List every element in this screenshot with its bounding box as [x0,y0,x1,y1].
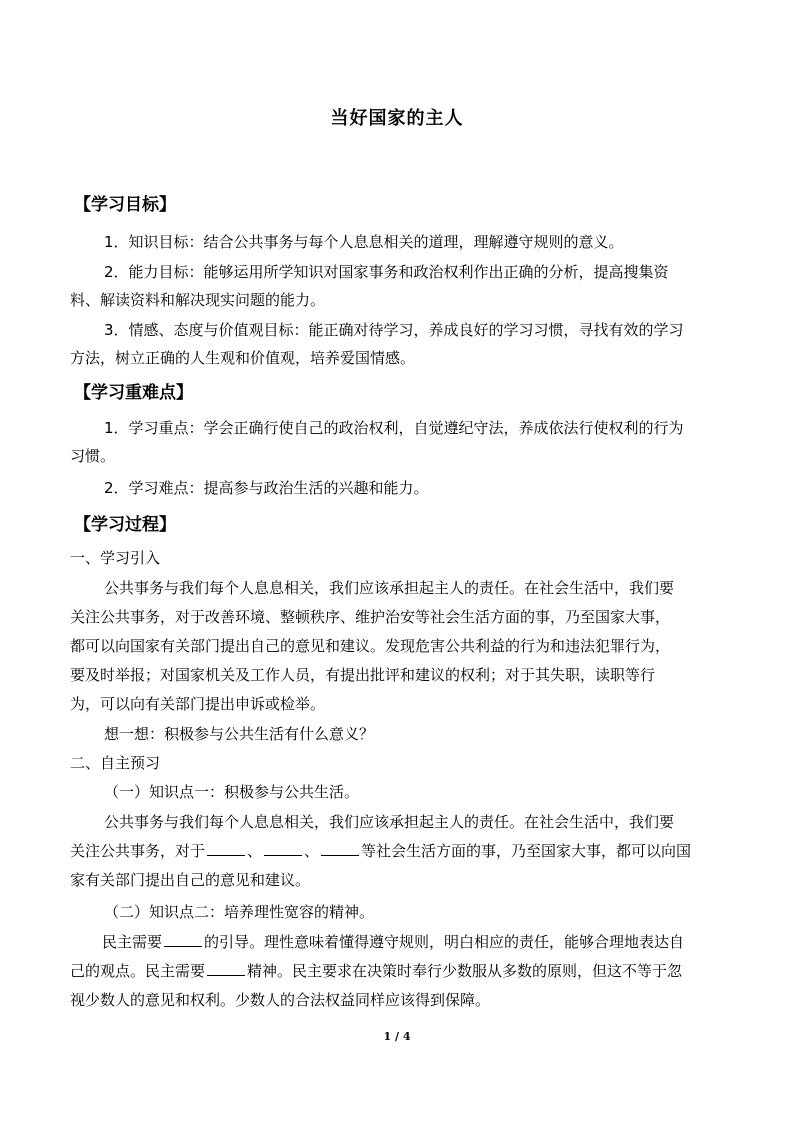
text-segment: 精神。民主要求在决策时奉行少数服从多数的原则，但这不等于忽 [247,962,683,980]
text-segment: 关注公共事务，对于 [70,842,206,860]
paragraph-line: 2．能力目标：能够运用所学知识对国家事务和政治权利作出正确的分析，提高搜集资 [104,263,669,281]
paragraph-line: 家有关部门提出自己的意见和建议。 [70,871,311,889]
subsection-title: 一、学习引入 [70,549,161,567]
paragraph-line: 都可以向国家有关部门提出自己的意见和建议。发现危害公共利益的行为和违法犯罪行为， [70,637,671,655]
paragraph-line: 公共事务与我们每个人息息相关，我们应该承担起主人的责任。在社会生活中，我们要 [104,579,675,597]
text-segment: 、 [247,842,263,860]
section-heading-process: 【学习过程】 [74,515,176,535]
fill-in-line [70,841,691,861]
text-segment: 民主需要 [102,933,163,951]
paragraph-line: 1．学习重点：学会正确行使自己的政治权利，自觉遵纪守法，养成依法行使权利的行为 [104,419,684,437]
fill-in-line [70,961,682,981]
text-segment: 的引导。理性意味着懂得遵守规则，明白相应的责任，能够合理地表达自 [204,933,685,951]
think-prompt: 想一想：积极参与公共生活有什么意义？ [104,725,375,743]
fill-in-line [102,932,684,952]
paragraph-line: 1．知识目标：结合公共事务与每个人息息相关的道理，理解遵守规则的意义。 [104,233,624,251]
page-number: 1 / 4 [383,1030,411,1043]
text-segment: 己的观点。民主需要 [70,962,206,980]
paragraph-line: 要及时举报；对国家机关及工作人员，有提出批评和建议的权利；对于其失职，读职等行 [70,666,656,684]
paragraph-line: 2．学习难点：提高参与政治生活的兴趣和能力。 [104,479,429,497]
knowledge-point-title: （一）知识点一：积极参与公共生活。 [104,783,360,801]
text-segment: 等社会生活方面的事，乃至国家大事，都可以向国 [361,842,692,860]
paragraph-line: 3．情感、态度与价值观目标：能正确对待学习，养成良好的学习习惯，寻找有效的学习 [104,321,684,339]
paragraph-line: 料、解读资料和解决现实问题的能力。 [70,291,326,309]
fill-blank[interactable] [207,961,245,976]
paragraph-line: 公共事务与我们每个人息息相关，我们应该承担起主人的责任。在社会生活中，我们要 [104,813,675,831]
section-heading-key-points: 【学习重难点】 [74,383,193,403]
paragraph-line: 习惯。 [70,447,116,465]
paragraph-line: 方法，树立正确的人生观和价值观，培养爱国情感。 [70,349,416,367]
fill-blank[interactable] [264,841,302,856]
fill-blank[interactable] [321,841,359,856]
paragraph-line: 关注公共事务，对于改善环境、整顿秩序、维护治安等社会生活方面的事，乃至国家大事， [70,608,671,626]
fill-blank[interactable] [207,841,245,856]
fill-blank[interactable] [164,932,202,947]
paragraph-line: 为，可以向有关部门提出申诉或检举。 [70,695,326,713]
paragraph-line: 视少数人的意见和权利。少数人的合法权益同样应该得到保障。 [70,991,491,1009]
text-segment: 、 [304,842,320,860]
page-title: 当好国家的主人 [330,108,464,129]
section-heading-objectives: 【学习目标】 [74,195,176,215]
subsection-title: 二、自主预习 [70,754,161,772]
knowledge-point-title: （二）知识点二：培养理性宽容的精神。 [104,903,375,921]
